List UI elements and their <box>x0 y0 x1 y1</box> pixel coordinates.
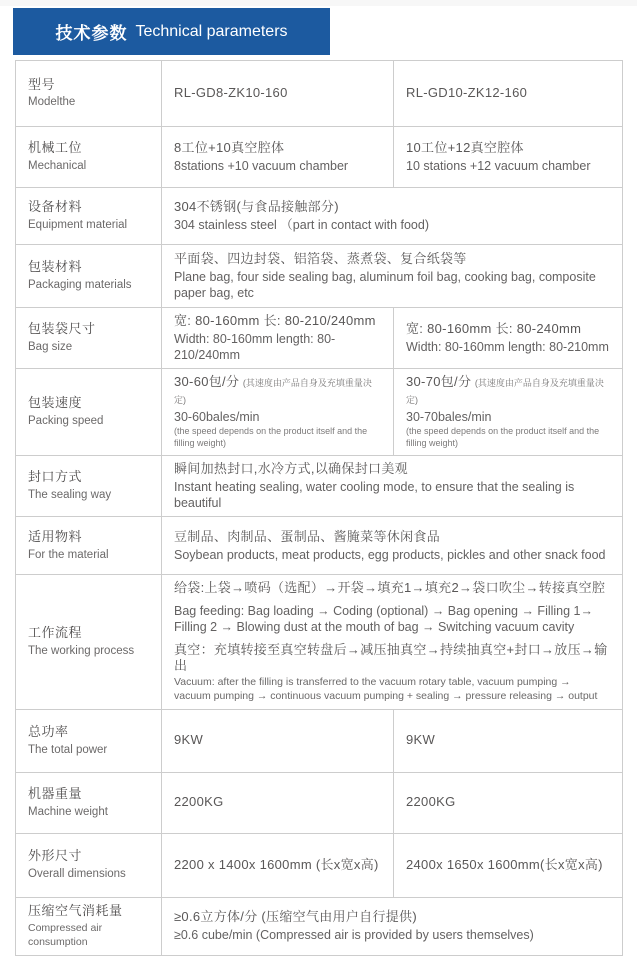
table-row-packaging-materials <box>16 245 623 308</box>
table-row-total-power <box>16 709 623 772</box>
value-text: 2400x 1650x 1600mm(长x宽x高) <box>406 856 603 872</box>
mechanical-value-2 <box>394 127 623 188</box>
label-en: The total power <box>28 743 108 756</box>
row-label-total-power <box>16 709 162 772</box>
value-text: RL-GD10-ZK12-160 <box>406 85 528 101</box>
table-row-equipment-material <box>16 188 623 245</box>
value-zh: 30-60包/分 <box>174 374 240 390</box>
label-en: Machine weight <box>28 805 108 818</box>
value-en: 10 stations +12 vacuum chamber <box>406 158 591 173</box>
section-title-bar <box>13 8 330 55</box>
label-en: Mechanical <box>28 159 87 172</box>
total-power-value-1 <box>162 709 394 772</box>
model-value-1 <box>162 61 394 127</box>
value-en: 30-60bales/min <box>174 410 260 425</box>
machine-weight-value-2 <box>394 772 623 833</box>
label-en: Packing speed <box>28 415 104 428</box>
label-zh: 型号 <box>28 76 56 92</box>
label-zh: 包装材料 <box>28 259 83 275</box>
label-zh: 设备材料 <box>28 199 83 215</box>
value-zh: 30-70包/分 <box>406 374 472 390</box>
table-row-mechanical <box>16 127 623 188</box>
bag-size-value-1 <box>162 308 394 369</box>
value-note-zh: (其速度由产品自身及充填重量决定) <box>174 378 372 406</box>
row-label-mechanical <box>16 127 162 188</box>
process-step1-zh: 给袋:上袋→喷码（选配）→开袋→填充1→填充2→袋口吹尘→转接真空腔 <box>174 580 606 596</box>
working-process-value <box>162 575 623 709</box>
section-title-en: Technical parameters <box>135 22 288 40</box>
value-note-en: (the speed depends on the product itself and the filling weight) <box>174 426 368 449</box>
label-en: Modelthe <box>28 96 76 109</box>
label-zh: 工作流程 <box>28 625 83 640</box>
label-zh: 包装袋尺寸 <box>28 321 96 337</box>
packing-speed-value-2 <box>394 369 623 455</box>
for-material-value <box>162 517 623 575</box>
table-row-machine-weight <box>16 772 623 833</box>
label-zh: 总功率 <box>28 723 69 739</box>
row-label-compressed-air <box>16 897 162 955</box>
row-label-packing-speed <box>16 369 162 455</box>
label-en: Packaging materials <box>28 278 132 291</box>
machine-weight-value-1 <box>162 772 394 833</box>
table-row-overall-dimensions <box>16 833 623 897</box>
value-en: 304 stainless steel （part in contact with food) <box>174 217 429 232</box>
value-zh: 宽: 80-160mm 长: 80-210/240mm <box>174 313 376 328</box>
value-text: RL-GD8-ZK10-160 <box>174 85 288 101</box>
value-en: Width: 80-160mm length: 80-210/240mm <box>174 331 336 363</box>
table-row-compressed-air <box>16 897 623 955</box>
label-en: Overall dimensions <box>28 868 126 881</box>
value-en: Plane bag, four side sealing bag, aluminum foil bag, cooking bag, composite paper bag, etc <box>174 269 596 300</box>
value-en: 8stations +10 vacuum chamber <box>174 158 349 173</box>
label-en: The working process <box>28 644 135 657</box>
value-zh: 10工位+12真空腔体 <box>406 139 524 155</box>
table-row-model <box>16 61 623 127</box>
row-label-packaging-materials <box>16 245 162 308</box>
value-zh: 豆制品、肉制品、蛋制品、酱腌菜等休闲食品 <box>174 528 441 544</box>
section-title-zh: 技术参数 <box>55 24 128 43</box>
label-en: The sealing way <box>28 488 112 501</box>
value-zh: ≥0.6立方体/分 (压缩空气由用户自行提供) <box>174 909 417 925</box>
table-row-bag-size <box>16 308 623 369</box>
overall-dimensions-value-2 <box>394 833 623 897</box>
label-zh: 机器重量 <box>28 785 83 801</box>
model-value-2 <box>394 61 623 127</box>
compressed-air-value <box>162 897 623 955</box>
table-row-for-material <box>16 517 623 575</box>
mechanical-value-1 <box>162 127 394 188</box>
value-en: Width: 80-160mm length: 80-210mm <box>406 340 609 355</box>
value-text: 9KW <box>174 732 204 748</box>
value-en: Soybean products, meat products, egg products, pickles and other snack food <box>174 547 606 562</box>
row-label-model <box>16 61 162 127</box>
label-en: For the material <box>28 548 109 561</box>
label-en: Equipment material <box>28 218 128 231</box>
overall-dimensions-value-1 <box>162 833 394 897</box>
value-zh: 8工位+10真空腔体 <box>174 139 285 155</box>
value-en: 30-70bales/min <box>406 410 492 425</box>
packaging-materials-value <box>162 245 623 308</box>
value-zh: 304不锈钢(与食品接触部分) <box>174 198 339 214</box>
process-step2-en: Vacuum: after the filling is transferred to the vacuum rotary table, vacuum pumping → vacuum pumping → continuous vacuum pumping + sealing → pressure releasing → output <box>174 676 598 702</box>
value-zh: 宽: 80-160mm 长: 80-240mm <box>406 321 582 337</box>
process-step1-en: Bag feeding: Bag loading → Coding (optional) → Bag opening → Filling 1→ Filling 2 → Blowing dust at the mouth of bag → Switching vacuum cavity <box>174 604 594 635</box>
row-label-overall-dimensions <box>16 833 162 897</box>
row-label-sealing-way <box>16 455 162 516</box>
equipment-material-value <box>162 188 623 245</box>
label-zh: 封口方式 <box>28 469 83 485</box>
label-en: Compressed air consumption <box>28 921 103 948</box>
label-zh: 适用物料 <box>28 528 83 544</box>
table-row-sealing-way <box>16 455 623 516</box>
label-zh: 包装速度 <box>28 395 83 411</box>
value-en: Instant heating sealing, water cooling mode, to ensure that the sealing is beautiful <box>174 479 575 510</box>
table-row-working-process <box>16 575 623 709</box>
table-row-packing-speed <box>16 369 623 455</box>
row-label-machine-weight <box>16 772 162 833</box>
value-text: 2200KG <box>406 794 456 810</box>
value-note-en: (the speed depends on the product itself and the filling weight) <box>406 426 600 449</box>
value-text: 9KW <box>406 732 436 748</box>
packing-speed-value-1 <box>162 369 394 455</box>
process-step2-zh: 真空：充填转接至真空转盘后→减压抽真空→持续抽真空+封口→放压→输出 <box>174 641 608 674</box>
label-zh: 压缩空气消耗量 <box>28 903 123 919</box>
value-zh: 瞬间加热封口,水冷方式,以确保封口美观 <box>174 460 408 476</box>
value-note-zh: (其速度由产品自身及充填重量决定) <box>406 378 604 406</box>
bag-size-value-2 <box>394 308 623 369</box>
value-en: ≥0.6 cube/min (Compressed air is provided by users themselves) <box>174 927 534 942</box>
sealing-way-value <box>162 455 623 516</box>
label-en: Bag size <box>28 341 73 354</box>
row-label-bag-size <box>16 308 162 369</box>
value-text: 2200 x 1400x 1600mm (长x宽x高) <box>174 856 379 872</box>
value-text: 2200KG <box>174 794 224 810</box>
value-zh: 平面袋、四边封袋、铝箔袋、蒸煮袋、复合纸袋等 <box>174 250 467 266</box>
technical-parameters-table <box>15 60 623 956</box>
label-zh: 机械工位 <box>28 140 83 156</box>
total-power-value-2 <box>394 709 623 772</box>
row-label-working-process <box>16 575 162 709</box>
row-label-for-material <box>16 517 162 575</box>
label-zh: 外形尺寸 <box>28 848 83 864</box>
row-label-equipment-material <box>16 188 162 245</box>
